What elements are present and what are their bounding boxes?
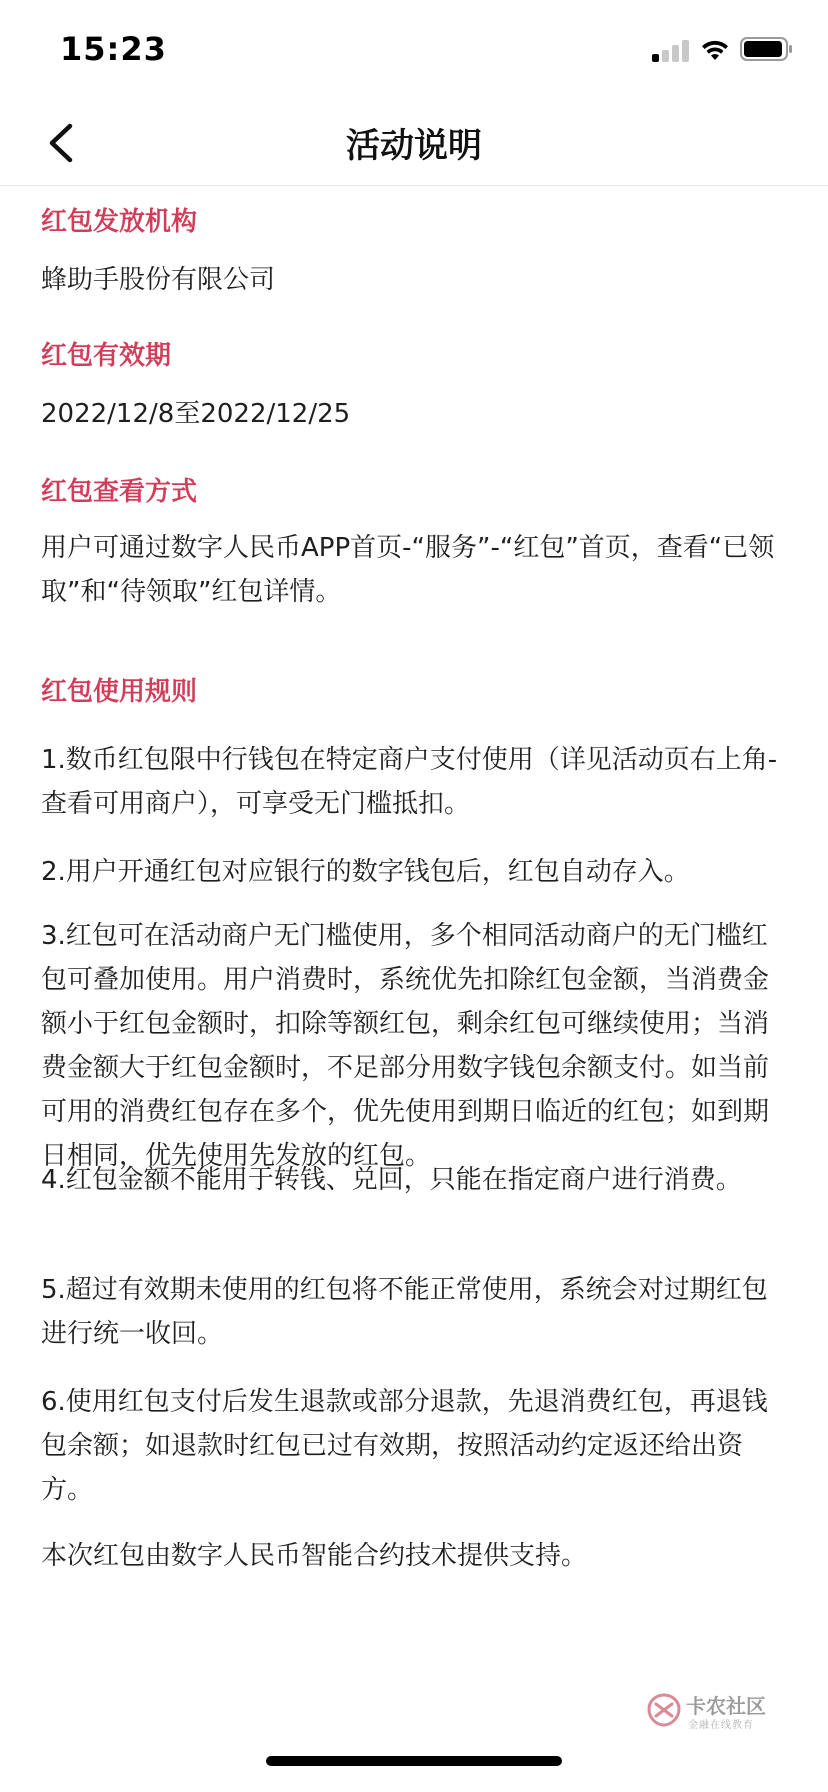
- section-text-view-method: 用户可通过数字人民币APP首页-“服务”-“红包”首页，查看“已领取”和“待领取”红包详情。: [41, 533, 775, 607]
- section-title-view-method: 红包查看方式: [41, 477, 198, 507]
- navigation-bar: [0, 100, 828, 186]
- section-title-usage-rules: 红包使用规则: [41, 677, 198, 707]
- footer-note: 本次红包由数字人民币智能合约技术提供支持。: [41, 1541, 588, 1571]
- status-bar: [0, 0, 828, 100]
- section-text-issuer: 蜂助手股份有限公司: [41, 265, 276, 295]
- rule-item-5: 5.超过有效期未使用的红包将不能正常使用，系统会对过期红包进行统一收回。: [41, 1275, 768, 1349]
- watermark-logo-icon: [646, 1692, 682, 1728]
- watermark-name: 卡农社区: [686, 1694, 766, 1718]
- rule-item-1: 1.数币红包限中行钱包在特定商户支付使用（详见活动页右上角-查看可用商户），可享受无门槛抵扣。: [41, 745, 778, 819]
- section-title-issuer: 红包发放机构: [41, 207, 198, 237]
- cellular-signal-icon: [652, 40, 688, 62]
- rule-item-2: 2.用户开通红包对应银行的数字钱包后，红包自动存入。: [41, 857, 690, 887]
- home-indicator[interactable]: [266, 1756, 562, 1766]
- rule-item-6: 6.使用红包支付后发生退款或部分退款，先退消费红包，再退钱包余额；如退款时红包已过有效期，按照活动约定返还给出资方。: [41, 1387, 768, 1505]
- wifi-icon: [700, 36, 730, 62]
- page-title: 活动说明: [346, 126, 482, 166]
- section-title-validity: 红包有效期: [41, 341, 172, 371]
- rule-item-3: 3.红包可在活动商户无门槛使用，多个相同活动商户的无门槛红包可叠加使用。用户消费时，系统优先扣除红包金额，当消费金额小于红包金额时，扣除等额红包，剩余红包可继续使用；当消费金额大于红包金额时，不足部分用数字钱包余额支付。如当前可用的消费红包存在多个，优先使用到期日临近的红包；如到期日相同，优先使用先发放的红包。: [41, 921, 770, 1171]
- watermark-subtitle: 金融在线教育: [688, 1720, 754, 1731]
- watermark: [646, 1690, 786, 1734]
- battery-icon: [740, 36, 794, 62]
- rule-item-4: 4.红包金额不能用于转钱、兑回，只能在指定商户进行消费。: [41, 1165, 742, 1195]
- section-text-validity: 2022/12/8至2022/12/25: [41, 399, 351, 429]
- status-time: 15:23: [60, 30, 167, 68]
